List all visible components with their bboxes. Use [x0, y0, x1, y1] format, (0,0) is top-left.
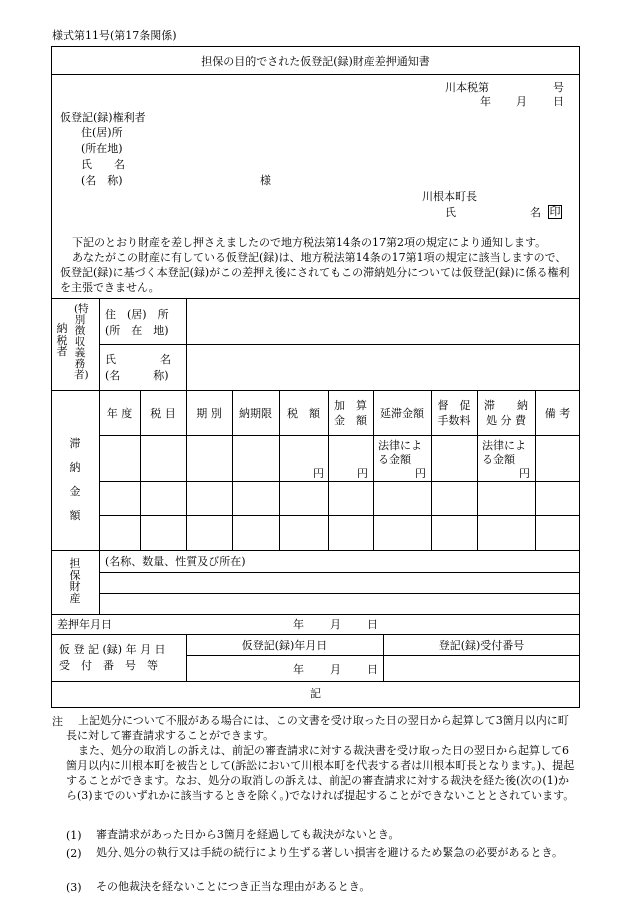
yen-tax: 円: [313, 467, 324, 480]
taxpayer-location-label: (所 在 地): [105, 324, 169, 337]
taxpayer-address-label: 住 (居) 所: [105, 308, 169, 321]
header-additional-1: 加 算: [334, 399, 367, 412]
footnote-paragraph-1: 上記処分について不服がある場合には、この文書を受け取った日の翌日から起算して3箇月以内に町長に対して審査請求することができます。: [66, 714, 569, 742]
yen-disposition: 円: [519, 467, 530, 480]
holder-heading: 仮登記(録)権利者: [60, 111, 146, 124]
collateral-row-line: [99, 572, 580, 573]
disp-law-amount-1: 法律によ: [482, 439, 526, 452]
arrears-top-line: [51, 390, 580, 391]
arrears-col-line: [431, 390, 432, 550]
header-disposition-1: 滞 納: [484, 399, 528, 412]
taxpayer-mid-line: [99, 344, 580, 345]
footnote-item-1: 審査請求があった日から3箇月を経過しても裁決がないとき。: [96, 828, 400, 841]
collateral-side-label: 担保財産: [69, 557, 81, 605]
body-paragraph-2: あなたがこの財産に有している仮登記(録)は、地方税法第14条の17第1項の規定に該当しますので、仮登記(録)に基づく本登記(録)がこの差押え後にされてもこの滞納処分については仮登記(録)に係る権利を主張できません。: [60, 251, 570, 294]
footnote-item-2: 処分､処分の執行又は手続の続行により生ずる著しい損害を避けるため緊急の必要があるとき。: [96, 846, 564, 859]
arrears-col-line: [477, 390, 478, 550]
issuer-title: 川根本町長: [422, 190, 477, 203]
footnote-lead: 注: [52, 715, 63, 728]
provisional-top-line: [51, 634, 580, 635]
holder-name-label: 氏 名: [81, 158, 125, 171]
arrears-side-label: 滞納金額: [69, 437, 81, 522]
disp-law-amount-2: る金額: [482, 453, 515, 466]
holder-location-label: (所在地): [81, 142, 123, 155]
seizure-top-line: [51, 614, 580, 615]
arrears-row-line: [99, 515, 580, 516]
date-day: 日: [553, 95, 564, 108]
yen-delay: 円: [415, 467, 426, 480]
seizure-day: 日: [367, 618, 378, 631]
collateral-side-divider: [99, 550, 100, 614]
provisional-label-2: 受 付 番 号 等: [59, 659, 158, 672]
provisional-month: 月: [330, 663, 341, 676]
seizure-year: 年: [293, 618, 304, 631]
header-tax-amount: 税 額: [287, 407, 320, 420]
taxpayer-corp-name-label: (名 称): [105, 369, 169, 382]
header-tax-item: 税 目: [150, 407, 176, 420]
delay-law-amount-1: 法律によ: [378, 439, 422, 452]
footnote-paragraph-2: また、処分の取消しの訴えは、前記の審査請求に対する裁決書を受け取った日の翌日から起算して6箇月以内に川根本町を被告として(訴訟において川根本町を代表する者は川根本町長となります。)、提起することができます。なお、処分の取消しの訴えは、前記の審査請求に対する裁決を経た後(次の(1)から(3)までのいずれかに該当するときを除く。)でなければ提起することができないこととされています。: [66, 744, 575, 802]
footnote-item-1-number: (1): [66, 829, 82, 842]
holder-corp-name-label: (名 称): [81, 174, 123, 187]
collateral-row-line: [99, 593, 580, 594]
form-number: 様式第11号(第17条関係): [52, 29, 177, 42]
footnote-item-3: その他裁決を経ないことにつき正当な理由があるとき。: [96, 880, 371, 893]
delay-law-amount-2: る金額: [378, 453, 411, 466]
form-title: 担保の目的でされた仮登記(録)財産差押通知書: [201, 55, 430, 68]
taxpayer-name-label: 氏 名: [105, 353, 171, 366]
footnote-item-2-number: (2): [66, 847, 82, 860]
header-year: 年 度: [106, 407, 133, 420]
taxpayer-top-line: [51, 298, 580, 299]
taxpayer-side-paren: (特別徴収義務者): [74, 303, 89, 382]
seizure-date-label: 差押年月日: [57, 618, 112, 631]
issuer-name-mei: 名: [530, 206, 541, 219]
provisional-header-line: [186, 655, 580, 656]
yen-additional: 円: [357, 467, 368, 480]
header-delay-amount: 延滞金額: [380, 407, 424, 420]
issuer-name-shi: 氏: [445, 206, 456, 219]
title-separator: [51, 74, 580, 75]
holder-address-label: 住(居)所: [81, 126, 123, 139]
date-year: 年: [480, 95, 491, 108]
header-dunning-2: 手数料: [437, 414, 471, 427]
doc-number-label: 川本税第: [445, 81, 489, 94]
arrears-header-line: [99, 435, 580, 436]
doc-number-suffix: 号: [553, 81, 564, 94]
taxpayer-side-label: 納税者: [56, 322, 68, 359]
provisional-label-1: 仮 登 記 (録) 年 月 日: [59, 643, 166, 656]
provisional-number-header: 登記(録)受付番号: [438, 639, 525, 652]
header-disposition-2: 処 分 費: [486, 414, 526, 427]
provisional-year: 年: [293, 663, 304, 676]
collateral-top-line: [51, 550, 580, 551]
arrears-col-line: [328, 390, 329, 550]
notes-top-line: [51, 681, 580, 682]
body-paragraph-1: 下記のとおり財産を差し押さえましたので地方税法第14条の17第2項の規定により通知します。: [72, 236, 547, 249]
date-month: 月: [516, 95, 527, 108]
provisional-date-header: 仮登記(録)年月日: [241, 639, 328, 652]
header-period: 期 別: [196, 407, 222, 420]
provisional-day: 日: [367, 663, 378, 676]
seizure-month: 月: [330, 618, 341, 631]
header-additional-2: 金 額: [334, 414, 367, 427]
collateral-header: (名称、数量、性質及び所在): [105, 555, 246, 568]
header-dunning-1: 督 促: [437, 399, 471, 412]
footnote-item-3-number: (3): [66, 881, 82, 894]
header-due-date: 納期限: [239, 407, 272, 420]
seal-mark: 印: [549, 205, 561, 218]
arrears-row-line: [99, 481, 580, 482]
notes-label: 記: [310, 687, 321, 700]
honorific: 様: [260, 174, 271, 187]
header-remarks: 備 考: [544, 407, 571, 420]
